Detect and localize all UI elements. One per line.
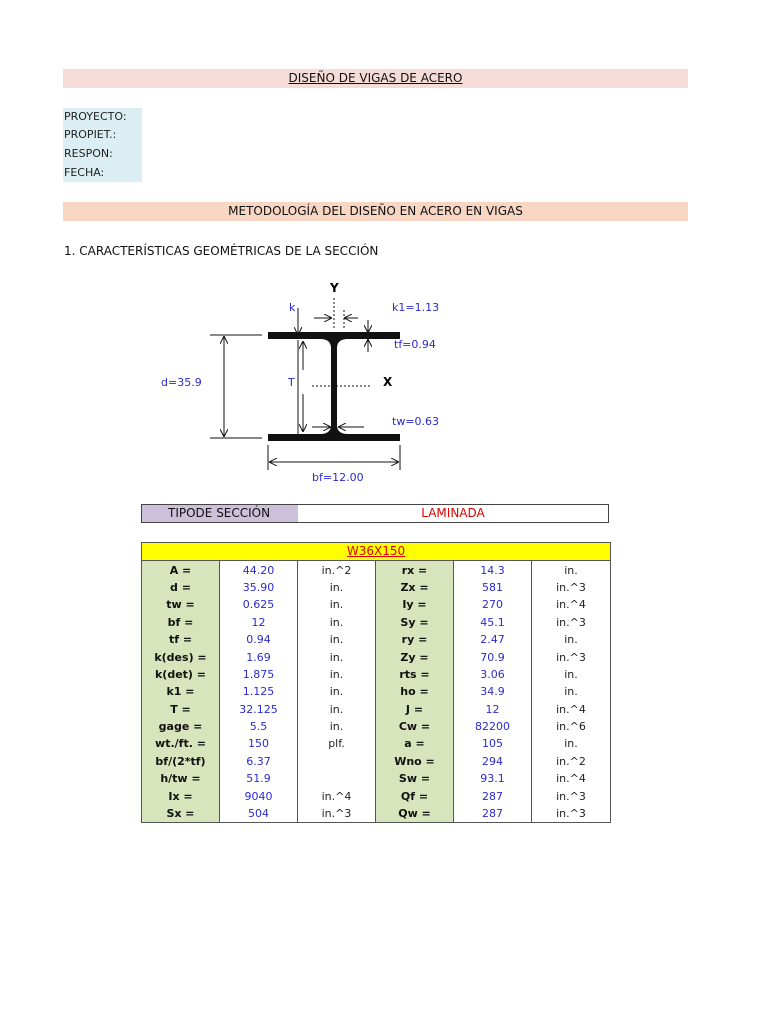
property-value: 0.625 — [220, 596, 298, 613]
property-unit: in.^4 — [532, 770, 611, 787]
d-label: d=35.9 — [161, 376, 202, 389]
property-value: 1.69 — [220, 648, 298, 665]
property-label: d = — [142, 579, 220, 596]
section-properties-table — [141, 542, 611, 823]
property-value: 3.06 — [454, 666, 532, 683]
property-unit: in.^3 — [532, 614, 611, 631]
property-unit: in. — [298, 631, 376, 648]
table-row — [142, 614, 611, 631]
property-unit: in. — [532, 666, 611, 683]
property-label: rx = — [376, 561, 454, 579]
property-value: 93.1 — [454, 770, 532, 787]
property-label: bf = — [142, 614, 220, 631]
property-value: 14.3 — [454, 561, 532, 579]
table-row — [142, 683, 611, 700]
property-label: ry = — [376, 631, 454, 648]
responsable-label: RESPON: — [64, 147, 113, 160]
table-row — [142, 770, 611, 787]
property-label: a = — [376, 735, 454, 752]
property-label: Zx = — [376, 579, 454, 596]
property-unit: in. — [298, 683, 376, 700]
property-value: 6.37 — [220, 753, 298, 770]
property-label: rts = — [376, 666, 454, 683]
k1-label: k1=1.13 — [392, 301, 440, 314]
proyecto-label: PROYECTO: — [64, 110, 127, 123]
table-row — [142, 596, 611, 613]
property-label: Cw = — [376, 718, 454, 735]
property-label: wt./ft. = — [142, 735, 220, 752]
property-unit: in. — [532, 735, 611, 752]
table-row — [142, 648, 611, 665]
t-label: T — [288, 376, 295, 389]
property-label: T = — [142, 701, 220, 718]
property-value: 270 — [454, 596, 532, 613]
property-value: 12 — [454, 701, 532, 718]
property-unit: in.^2 — [532, 753, 611, 770]
property-value: 581 — [454, 579, 532, 596]
property-value: 12 — [220, 614, 298, 631]
property-value: 1.125 — [220, 683, 298, 700]
property-label: Zy = — [376, 648, 454, 665]
methodology-band — [63, 202, 688, 221]
property-unit: in.^3 — [532, 787, 611, 804]
y-axis-label: Y — [330, 281, 339, 295]
property-value: 45.1 — [454, 614, 532, 631]
k-label: k — [289, 301, 296, 314]
property-unit: in. — [532, 683, 611, 700]
property-value: 2.47 — [454, 631, 532, 648]
property-unit: in. — [298, 648, 376, 665]
property-unit: in.^3 — [532, 805, 611, 823]
section-type-value: LAMINADA — [421, 506, 485, 520]
table-row — [142, 701, 611, 718]
property-value: 82200 — [454, 718, 532, 735]
table-row — [142, 631, 611, 648]
table-row — [142, 666, 611, 683]
property-unit: in. — [298, 596, 376, 613]
property-unit: in.^3 — [298, 805, 376, 823]
property-unit — [298, 753, 376, 770]
property-value: 287 — [454, 787, 532, 804]
table-row — [142, 753, 611, 770]
document-title-band — [63, 69, 688, 88]
property-label: Qw = — [376, 805, 454, 823]
property-unit: in.^3 — [532, 648, 611, 665]
methodology-title: METODOLOGÍA DEL DISEÑO EN ACERO EN VIGAS — [228, 204, 523, 218]
property-label: tf = — [142, 631, 220, 648]
property-unit: in. — [298, 718, 376, 735]
property-value: 5.5 — [220, 718, 298, 735]
property-label: Sw = — [376, 770, 454, 787]
property-value: 51.9 — [220, 770, 298, 787]
table-row — [142, 561, 611, 579]
table-row — [142, 718, 611, 735]
property-label: J = — [376, 701, 454, 718]
property-value: 150 — [220, 735, 298, 752]
shape-designation: W36X150 — [142, 543, 611, 561]
property-unit: in.^3 — [532, 579, 611, 596]
property-value: 35.90 — [220, 579, 298, 596]
property-label: Sx = — [142, 805, 220, 823]
property-label: bf/(2*tf) — [142, 753, 220, 770]
property-label: gage = — [142, 718, 220, 735]
property-value: 32.125 — [220, 701, 298, 718]
property-value: 105 — [454, 735, 532, 752]
property-value: 9040 — [220, 787, 298, 804]
property-unit: in.^2 — [298, 561, 376, 579]
x-axis-label: X — [383, 375, 393, 389]
property-value: 34.9 — [454, 683, 532, 700]
property-label: k(det) = — [142, 666, 220, 683]
i-beam-section-diagram — [0, 270, 768, 510]
property-label: k1 = — [142, 683, 220, 700]
property-label: k(des) = — [142, 648, 220, 665]
table-row — [142, 787, 611, 804]
property-unit: in.^4 — [532, 596, 611, 613]
property-label: Ix = — [142, 787, 220, 804]
property-label: A = — [142, 561, 220, 579]
tf-label: tf=0.94 — [394, 338, 436, 351]
property-value: 294 — [454, 753, 532, 770]
section-1-heading: 1. CARACTERÍSTICAS GEOMÉTRICAS DE LA SECCIÓN — [64, 244, 379, 258]
tw-label: tw=0.63 — [392, 415, 440, 428]
property-unit: in. — [298, 579, 376, 596]
property-label: h/tw = — [142, 770, 220, 787]
property-value: 0.94 — [220, 631, 298, 648]
property-label: ho = — [376, 683, 454, 700]
property-value: 504 — [220, 805, 298, 823]
property-unit: in.^4 — [532, 701, 611, 718]
bf-label: bf=12.00 — [312, 471, 364, 484]
property-label: Sy = — [376, 614, 454, 631]
property-unit: in.^4 — [298, 787, 376, 804]
table-row — [142, 735, 611, 752]
property-unit: in. — [298, 701, 376, 718]
property-value: 70.9 — [454, 648, 532, 665]
fecha-label: FECHA: — [64, 166, 105, 179]
property-unit — [298, 770, 376, 787]
property-value: 44.20 — [220, 561, 298, 579]
property-unit: in. — [298, 614, 376, 631]
property-value: 1.875 — [220, 666, 298, 683]
property-unit: in. — [532, 561, 611, 579]
property-unit: in. — [532, 631, 611, 648]
property-unit: in.^6 — [532, 718, 611, 735]
property-label: Wno = — [376, 753, 454, 770]
property-label: Iy = — [376, 596, 454, 613]
section-type-label: TIPODE SECCIÓN — [142, 505, 298, 522]
property-unit: in. — [298, 666, 376, 683]
table-row — [142, 579, 611, 596]
web — [331, 336, 337, 438]
document-title: DISEÑO DE VIGAS DE ACERO — [288, 71, 463, 85]
property-value: 287 — [454, 805, 532, 823]
property-label: tw = — [142, 596, 220, 613]
section-type-row — [141, 504, 609, 523]
property-label: Qf = — [376, 787, 454, 804]
propietario-label: PROPIET.: — [64, 128, 117, 141]
property-unit: plf. — [298, 735, 376, 752]
table-row — [142, 805, 611, 823]
